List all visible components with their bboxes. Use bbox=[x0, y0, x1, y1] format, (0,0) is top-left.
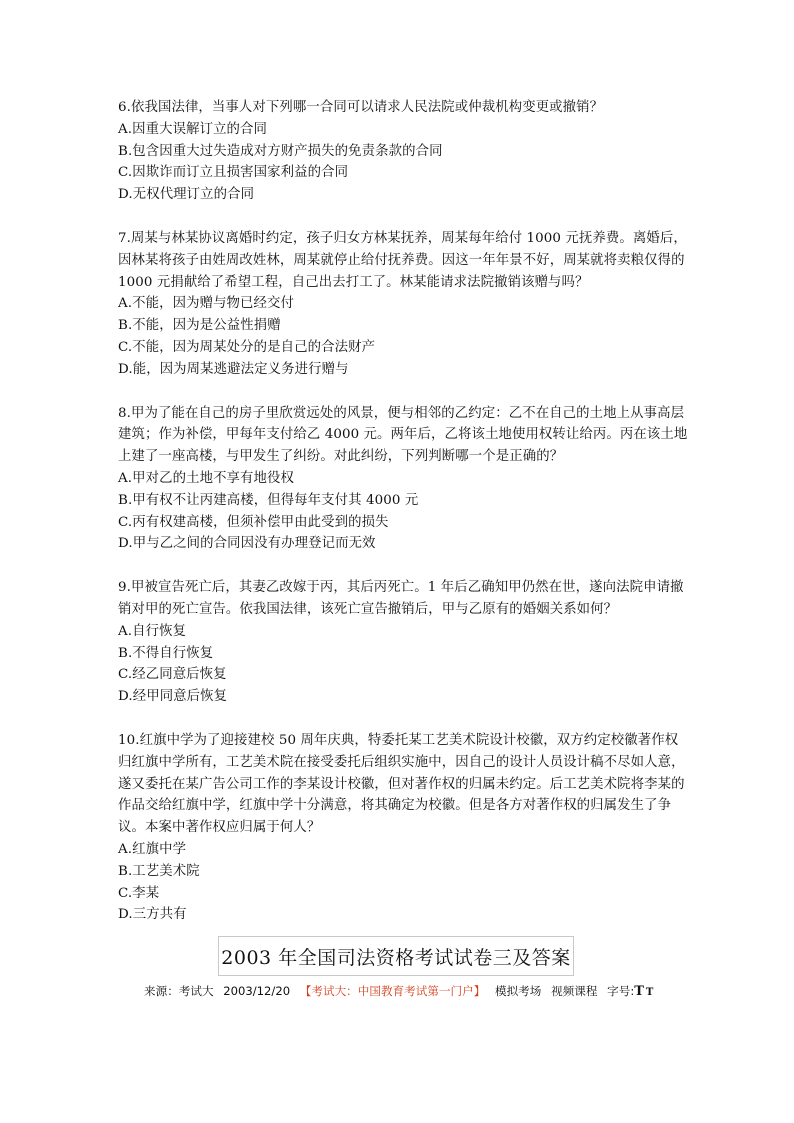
article-meta-bar bbox=[144, 983, 704, 1001]
option-d: D.三方共有 bbox=[118, 907, 187, 923]
question-8 bbox=[118, 403, 690, 556]
question-stem: 7.周某与林某协议离婚时约定，孩子归女方林某抚养，周某每年给付 1000 元抚养费。离婚后，因林某将孩子由姓周改姓林，周某就停止给付抚养费。因这一年年景不好，周某就将卖粮仅得的 1000 元捐献给了希望工程，自己出去打工了。林某能请求法院撤销该赠与吗？ bbox=[118, 230, 687, 290]
source-label: 来源：考试大 bbox=[144, 984, 214, 998]
option-d: D.无权代理订立的合同 bbox=[118, 187, 255, 203]
question-10 bbox=[118, 730, 690, 926]
option-a: A.自行恢复 bbox=[118, 623, 187, 639]
option-c: C.经乙同意后恢复 bbox=[118, 667, 227, 683]
option-c: C.李某 bbox=[118, 885, 160, 901]
option-a: A.不能，因为赠与物已经交付 bbox=[118, 296, 295, 312]
option-b: B.甲有权不让丙建高楼，但得每年支付其 4000 元 bbox=[118, 492, 419, 508]
publish-date: 2003/12/20 bbox=[223, 984, 291, 998]
site-link[interactable]: 【考试大：中国教育考试第一门户】 bbox=[299, 984, 486, 998]
option-b: B.不得自行恢复 bbox=[118, 645, 214, 661]
mock-exam-link[interactable]: 模拟考场 bbox=[494, 984, 542, 998]
option-b: B.包含因重大过失造成对方财产损失的免责条款的合同 bbox=[118, 143, 443, 159]
option-a: A.甲对乙的土地不享有地役权 bbox=[118, 470, 295, 486]
option-b: B.不能，因为是公益性捐赠 bbox=[118, 318, 281, 334]
option-d: D.甲与乙之间的合同因没有办理登记而无效 bbox=[118, 536, 376, 552]
option-a: A.红旗中学 bbox=[118, 841, 187, 857]
option-d: D.经甲同意后恢复 bbox=[118, 689, 228, 705]
option-b: B.工艺美术院 bbox=[118, 863, 200, 879]
question-stem: 9.甲被宣告死亡后，其妻乙改嫁于丙，其后丙死亡。1 年后乙确知甲仍然在世，遂向法院申请撤销对甲的死亡宣告。依我国法律，该死亡宣告撤销后，甲与乙原有的婚姻关系如何？ bbox=[118, 580, 684, 617]
question-list bbox=[118, 97, 690, 948]
question-stem: 8.甲为了能在自己的房子里欣赏远处的风景，便与相邻的乙约定：乙不在自己的土地上从事高层建筑；作为补偿，甲每年支付给乙 4000 元。两年后，乙将该土地使用权转让给丙。丙在该土地上建了一座高楼，与甲发生了纠纷。对此纠纷，下列判断哪一个是正确的？ bbox=[118, 405, 688, 465]
question-stem: 6.依我国法律，当事人对下列哪一合同可以请求人民法院或仲裁机构变更或撤销？ bbox=[118, 100, 604, 115]
question-9 bbox=[118, 577, 690, 708]
video-course-link[interactable]: 视频课程 bbox=[551, 984, 598, 998]
option-c: C.丙有权建高楼，但须补偿甲由此受到的损失 bbox=[118, 514, 389, 530]
question-6 bbox=[118, 97, 690, 206]
question-7 bbox=[118, 228, 690, 381]
font-size-large-button[interactable]: T bbox=[634, 984, 644, 999]
font-size-small-button[interactable]: T bbox=[645, 987, 654, 998]
option-a: A.因重大误解订立的合同 bbox=[118, 121, 268, 137]
option-c: C.不能，因为周某处分的是自己的合法财产 bbox=[118, 339, 376, 355]
option-c: C.因欺诈而订立且损害国家利益的合同 bbox=[118, 165, 349, 181]
option-d: D.能，因为周某逃避法定义务进行赠与 bbox=[118, 361, 349, 377]
font-size-label: 字号: bbox=[607, 984, 635, 998]
question-stem: 10.红旗中学为了迎接建校 50 周年庆典，特委托某工艺美术院设计校徽，双方约定校徽著作权归红旗中学所有，工艺美术院在接受委托后组织实施中，因自己的设计人员设计稿不尽如人意，遂又委托在某广告公司工作的李某设计校徽，但对著作权的归属未约定。后工艺美术院将李某的作品交给红旗中学，红旗中学十分满意，将其确定为校徽。但是各方对著作权的归属发生了争议。本案中著作权应归属于何人？ bbox=[118, 732, 685, 836]
article-title: 2003 年全国司法资格考试试卷三及答案 bbox=[218, 936, 574, 976]
